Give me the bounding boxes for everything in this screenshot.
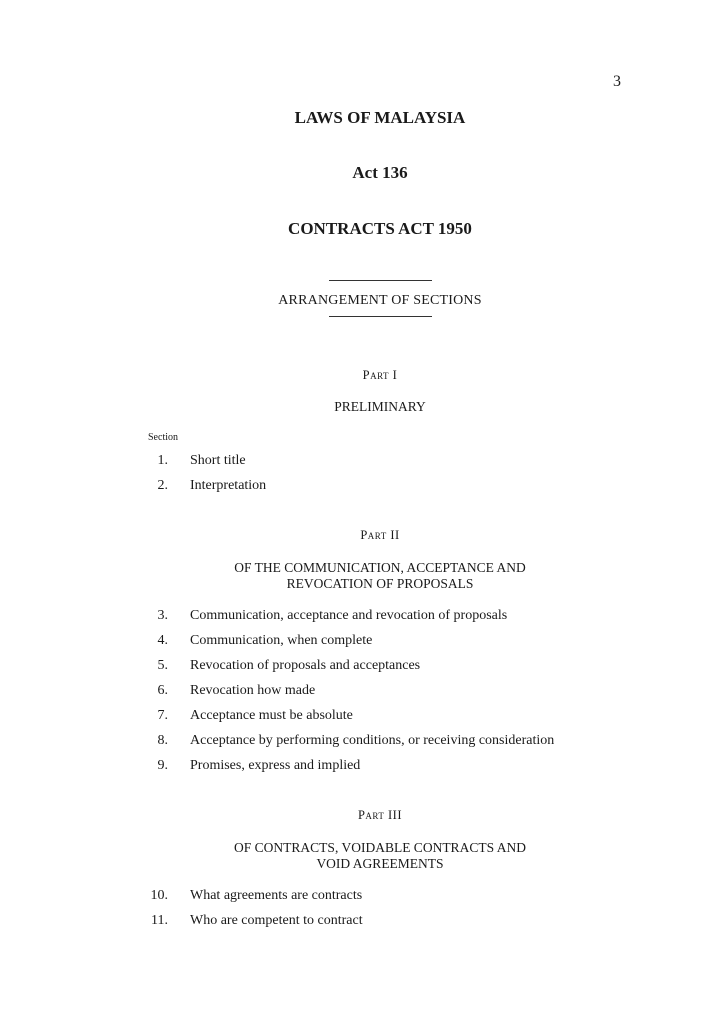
section-title: Revocation how made bbox=[190, 683, 316, 698]
section-title: What agreements are contracts bbox=[190, 888, 363, 903]
section-item[interactable] bbox=[140, 758, 360, 774]
part-2-title-line-1: OF THE COMMUNICATION, ACCEPTANCE AND bbox=[234, 560, 526, 575]
section-item[interactable] bbox=[140, 913, 363, 929]
section-number: 1. bbox=[157, 453, 168, 468]
section-item[interactable] bbox=[140, 608, 507, 624]
section-number: 9. bbox=[157, 758, 168, 773]
part-2-label: Part II bbox=[360, 528, 400, 542]
arrangement-heading: ARRANGEMENT OF SECTIONS bbox=[278, 293, 482, 308]
part-1-label: Part I bbox=[362, 368, 398, 382]
part-3-title-line-1: OF CONTRACTS, VOIDABLE CONTRACTS AND bbox=[234, 840, 526, 855]
section-number: 5. bbox=[157, 658, 168, 673]
part-3-title-line-2: VOID AGREEMENTS bbox=[316, 856, 444, 871]
section-item[interactable] bbox=[140, 683, 315, 699]
section-title: Acceptance by performing conditions, or receiving consideration bbox=[190, 733, 555, 748]
section-number: 6. bbox=[157, 683, 168, 698]
laws-title: LAWS OF MALAYSIA bbox=[294, 108, 466, 127]
section-title: Revocation of proposals and acceptances bbox=[190, 658, 421, 673]
section-number: 2. bbox=[157, 478, 168, 493]
divider-top bbox=[329, 280, 432, 281]
section-item[interactable] bbox=[140, 453, 246, 469]
section-item[interactable] bbox=[140, 658, 420, 674]
section-number: 10. bbox=[150, 888, 168, 903]
part-1-title: PRELIMINARY bbox=[334, 399, 426, 414]
section-number: 3. bbox=[157, 608, 168, 623]
section-title: Who are competent to contract bbox=[190, 913, 363, 928]
section-number: 8. bbox=[157, 733, 168, 748]
section-item[interactable] bbox=[140, 888, 362, 904]
section-title: Acceptance must be absolute bbox=[190, 708, 353, 723]
page-number: 3 bbox=[613, 73, 621, 90]
act-title: CONTRACTS ACT 1950 bbox=[288, 219, 472, 238]
part-2-title-line-2: REVOCATION OF PROPOSALS bbox=[286, 576, 474, 591]
section-item[interactable] bbox=[140, 633, 372, 649]
divider-bottom bbox=[329, 316, 432, 317]
section-title: Communication, when complete bbox=[190, 633, 373, 648]
section-item[interactable] bbox=[140, 733, 554, 749]
section-item[interactable] bbox=[140, 708, 353, 724]
section-number: 4. bbox=[157, 633, 168, 648]
part-3-label: Part III bbox=[357, 808, 403, 822]
section-column-label: Section bbox=[148, 432, 178, 443]
section-item[interactable] bbox=[140, 478, 266, 494]
section-title: Interpretation bbox=[190, 478, 267, 493]
section-title: Short title bbox=[190, 453, 246, 468]
section-title: Communication, acceptance and revocation of proposals bbox=[190, 608, 508, 623]
section-title: Promises, express and implied bbox=[190, 758, 361, 773]
section-number: 11. bbox=[151, 913, 168, 928]
act-number: Act 136 bbox=[352, 163, 408, 182]
section-number: 7. bbox=[157, 708, 168, 723]
